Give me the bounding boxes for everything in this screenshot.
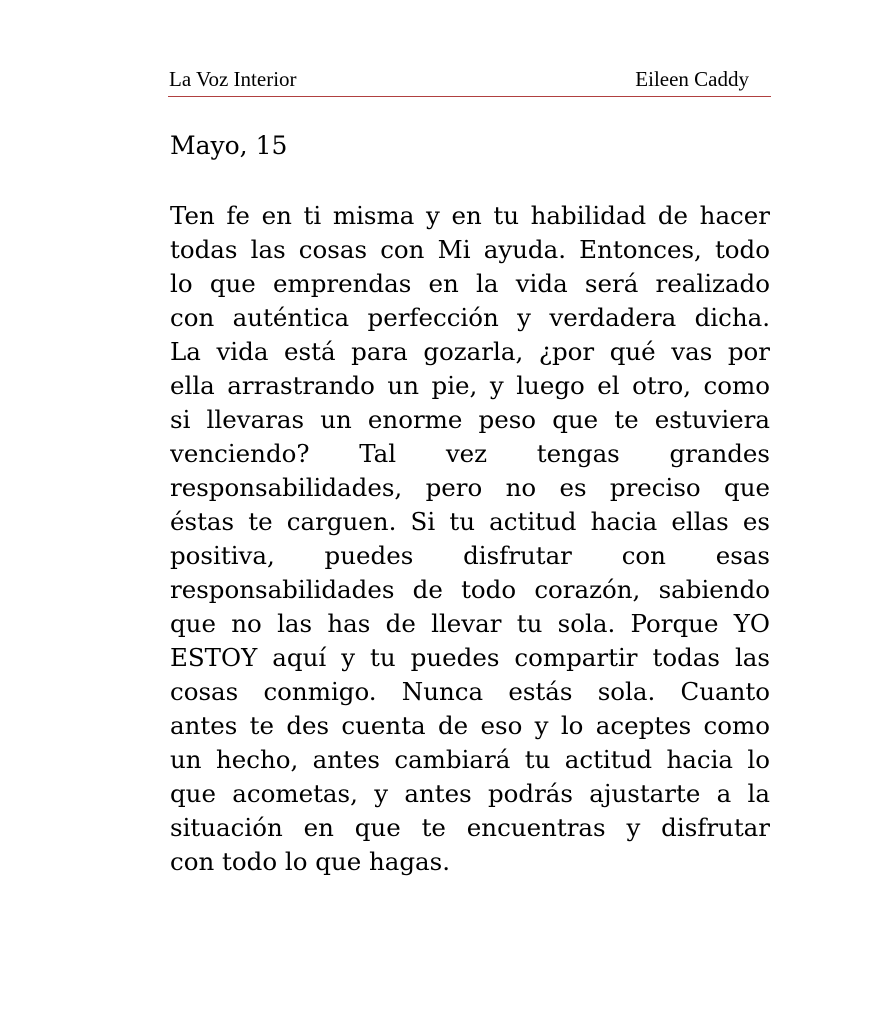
body-line: responsabilidades, pero no es preciso que xyxy=(170,473,770,502)
body-line: venciendo? Tal vez tengas grandes xyxy=(170,439,770,468)
body-line: situación en que te encuentras y disfrutar xyxy=(170,813,770,842)
body-line: positiva, puedes disfrutar con esas xyxy=(170,541,770,570)
body-line: si llevaras un enorme peso que te estuviera xyxy=(170,405,770,434)
body-line: lo que emprendas en la vida será realizado xyxy=(170,269,770,298)
body-line: que acometas, y antes podrás ajustarte a la xyxy=(170,779,770,808)
body-line: con todo lo que hagas. xyxy=(170,847,451,876)
entry-body xyxy=(170,199,770,879)
author-name: Eileen Caddy xyxy=(635,67,749,91)
body-line: La vida está para gozarla, ¿por qué vas por xyxy=(170,337,770,366)
body-line: ella arrastrando un pie, y luego el otro, como xyxy=(170,371,770,400)
body-line: que no las has de llevar tu sola. Porque YO xyxy=(170,609,770,638)
body-line: todas las cosas con Mi ayuda. Entonces, todo xyxy=(170,235,770,264)
book-title: La Voz Interior xyxy=(169,67,297,91)
body-line: antes te des cuenta de eso y lo aceptes como xyxy=(170,711,770,740)
entry-date: Mayo, 15 xyxy=(170,131,288,160)
body-line: responsabilidades de todo corazón, sabiendo xyxy=(170,575,770,604)
body-line: con auténtica perfección y verdadera dicha. xyxy=(170,303,770,332)
body-line: Ten fe en ti misma y en tu habilidad de hacer xyxy=(170,201,770,230)
body-line: cosas conmigo. Nunca estás sola. Cuanto xyxy=(170,677,770,706)
body-line: ESTOY aquí y tu puedes compartir todas las xyxy=(170,643,770,672)
running-header xyxy=(168,66,771,97)
body-line: un hecho, antes cambiará tu actitud hacia lo xyxy=(170,745,770,774)
body-line: éstas te carguen. Si tu actitud hacia ellas es xyxy=(170,507,770,536)
